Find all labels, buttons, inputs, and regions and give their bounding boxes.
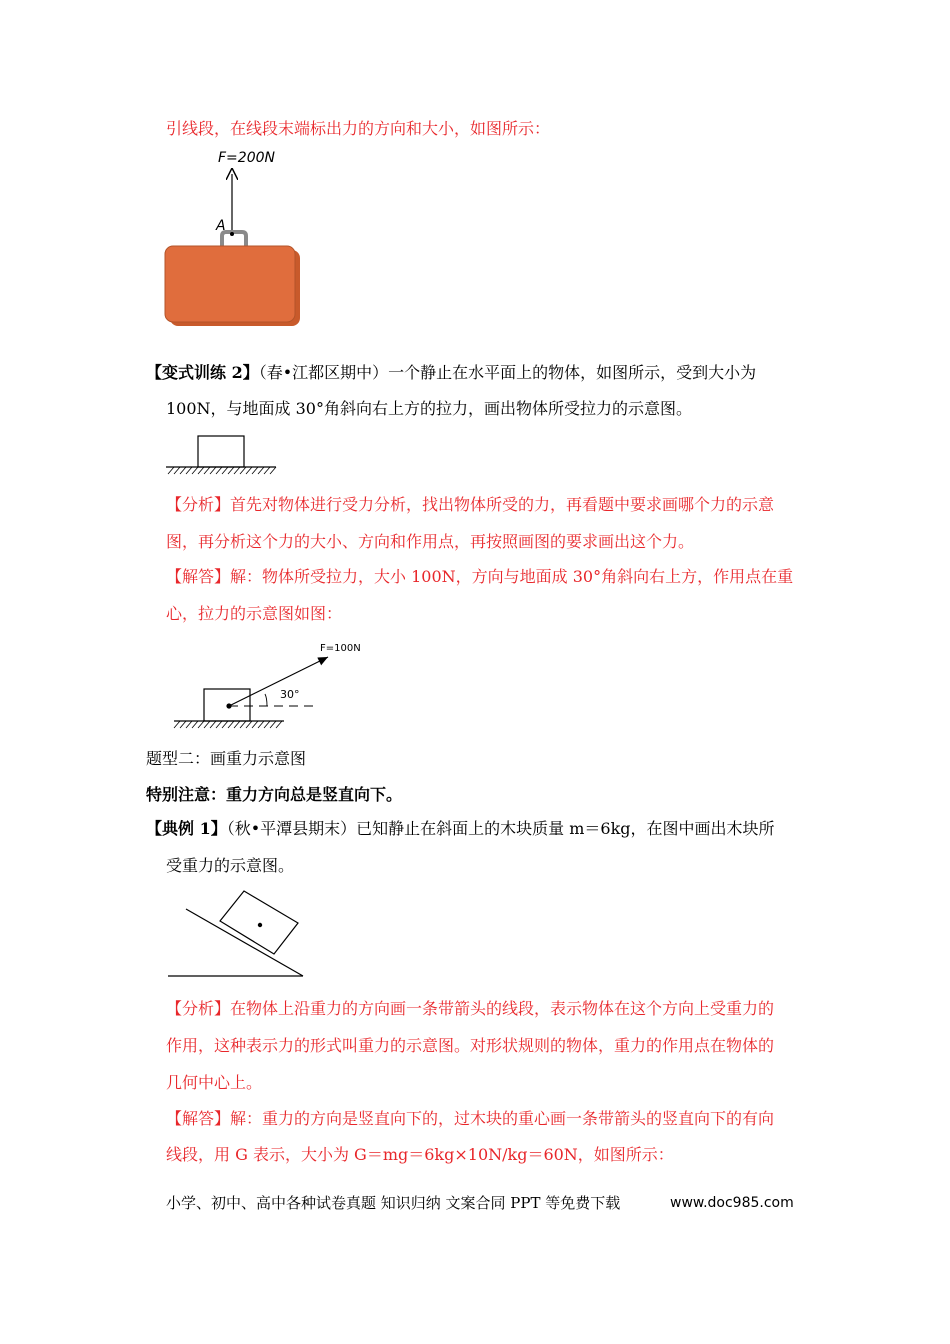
suitcase-handle <box>222 232 246 246</box>
block <box>198 436 244 467</box>
variant2-analysis-line2: 图，再分析这个力的大小、方向和作用点，再按照画图的要求画出这个力。 <box>166 532 695 551</box>
example1-analysis-text1: 在物体上沿重力的方向画一条带箭头的线段，表示物体在这个方向上受重力的 <box>230 999 775 1018</box>
ground-hatching-2 <box>174 721 282 728</box>
footer-left-text: 小学、初中、高中各种试卷真题 知识归纳 文案合同 PPT 等免费下载 <box>166 1194 621 1212</box>
section-note: 特别注意：重力方向总是竖直向下。 <box>146 785 403 804</box>
variant2-text1: （春•江都区期中）一个静止在水平面上的物体，如图所示，受到大小为 <box>258 363 757 382</box>
force-label-100n: F=100N <box>320 643 361 654</box>
example1-answer-line2: 线段，用 G 表示，大小为 G＝mg＝6kg×10N/kg＝60N，如图所示： <box>166 1145 674 1164</box>
example1-analysis-line3: 几何中心上。 <box>166 1073 263 1092</box>
force-label-200n: F=200N <box>218 150 275 166</box>
variant2-answer-line1 <box>166 566 793 588</box>
example1-text1: （秋•平潭县期末）已知静止在斜面上的木块质量 m＝6kg，在图中画出木块所 <box>226 819 775 838</box>
angle-label: 30° <box>280 688 300 701</box>
variant2-analysis-text1: 首先对物体进行受力分析，找出物体所受的力，再看题中要求画哪个力的示意 <box>230 495 775 514</box>
variant2-answer-text1: 解：物体所受拉力，大小 100N，方向与地面成 30°角斜向右上方，作用点在重 <box>230 567 794 586</box>
angle-arc <box>265 694 267 706</box>
variant2-answer-tag: 【解答】 <box>166 567 231 586</box>
example1-answer-line1 <box>166 1108 774 1130</box>
variant2-line1 <box>146 362 756 384</box>
example1-answer-tag: 【解答】 <box>166 1109 231 1128</box>
example1-line1 <box>146 818 775 840</box>
intro-line: 引线段，在线段末端标出力的方向和大小，如图所示： <box>166 119 551 138</box>
block-on-ground-figure <box>160 428 285 478</box>
ground-hatching <box>168 467 276 474</box>
incline-block-figure <box>166 884 311 984</box>
example1-line2: 受重力的示意图。 <box>166 856 295 875</box>
pull-force-figure <box>166 636 366 736</box>
pull-force-arrow <box>229 657 328 706</box>
variant2-analysis-tag: 【分析】 <box>166 495 231 514</box>
variant2-answer-line2: 心，拉力的示意图如图： <box>166 604 343 623</box>
section-title: 题型二：画重力示意图 <box>146 749 307 768</box>
example1-analysis-tag: 【分析】 <box>166 999 231 1018</box>
footer-url[interactable]: www.doc985.com <box>670 1195 794 1211</box>
example1-answer-text1: 解：重力的方向是竖直向下的，过木块的重心画一条带箭头的竖直向下的有向 <box>230 1109 775 1128</box>
point-a-dot <box>230 232 234 236</box>
wooden-block <box>220 891 298 954</box>
suitcase-body <box>165 246 295 322</box>
variant2-line2: 100N，与地面成 30°角斜向右上方的拉力，画出物体所受拉力的示意图。 <box>166 399 692 418</box>
example1-tag: 【典例 1】 <box>146 819 227 838</box>
variant2-analysis-line1 <box>166 494 774 516</box>
example1-analysis-line2: 作用，这种表示力的形式叫重力的示意图。对形状规则的物体，重力的作用点在物体的 <box>166 1036 775 1055</box>
example1-analysis-line1 <box>166 998 774 1020</box>
point-label-a: A <box>216 218 226 234</box>
suitcase-force-figure <box>160 142 310 332</box>
variant2-tag: 【变式训练 2】 <box>146 363 259 382</box>
block-center-dot <box>258 923 262 927</box>
